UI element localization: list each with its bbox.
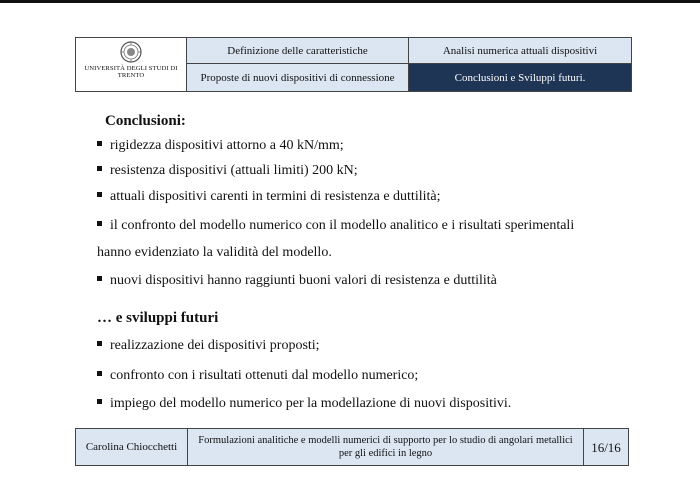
tab-proposte[interactable]: Proposte di nuovi dispositivi di connessione (187, 64, 409, 91)
bullet-icon (97, 141, 102, 146)
university-logo-cell (76, 38, 187, 91)
footer-author: Carolina Chiocchetti (76, 429, 188, 465)
bullet-icon (97, 276, 102, 281)
university-name: UNIVERSITÀ DEGLI STUDI DI TRENTO (84, 65, 178, 79)
list-item: resistenza dispositivi (attuali limiti) 200 kN; (97, 163, 358, 179)
bullet-icon (97, 221, 102, 226)
tab-analisi[interactable]: Analisi numerica attuali dispositivi (409, 38, 631, 64)
list-item: rigidezza dispositivi attorno a 40 kN/mm; (97, 138, 344, 154)
list-item-continuation: hanno evidenziato la validità del modello. (97, 245, 332, 260)
slide-header (75, 37, 632, 92)
list-item: realizzazione dei dispositivi proposti; (97, 338, 320, 354)
list-item: impiego del modello numerico per la modellazione di nuovi dispositivi. (97, 396, 511, 412)
heading-conclusioni: Conclusioni: (105, 113, 186, 129)
page-number: 16/16 (591, 439, 621, 455)
bullet-icon (97, 192, 102, 197)
bullet-icon (97, 371, 102, 376)
list-item: confronto con i risultati ottenuti dal modello numerico; (97, 368, 418, 384)
top-border (0, 0, 700, 3)
tab-definizione[interactable]: Definizione delle caratteristiche (187, 38, 409, 64)
list-item: attuali dispositivi carenti in termini di resistenza e duttilità; (97, 189, 440, 205)
tab-conclusioni-active[interactable]: Conclusioni e Sviluppi futuri. (409, 64, 631, 91)
bullet-icon (97, 399, 102, 404)
footer-title: Formulazioni analitiche e modelli numerici di supporto per lo studio di angolari metallici per gli edifici in legno (188, 429, 584, 465)
slide-footer (75, 428, 629, 466)
bullet-icon (97, 341, 102, 346)
list-item: il confronto del modello numerico con il modello analitico e i risultati sperimentali (97, 218, 574, 234)
heading-sviluppi: … e sviluppi futuri (97, 310, 219, 326)
university-seal-icon (120, 41, 142, 63)
list-item: nuovi dispositivi hanno raggiunti buoni valori di resistenza e duttilità (97, 273, 497, 289)
bullet-icon (97, 166, 102, 171)
